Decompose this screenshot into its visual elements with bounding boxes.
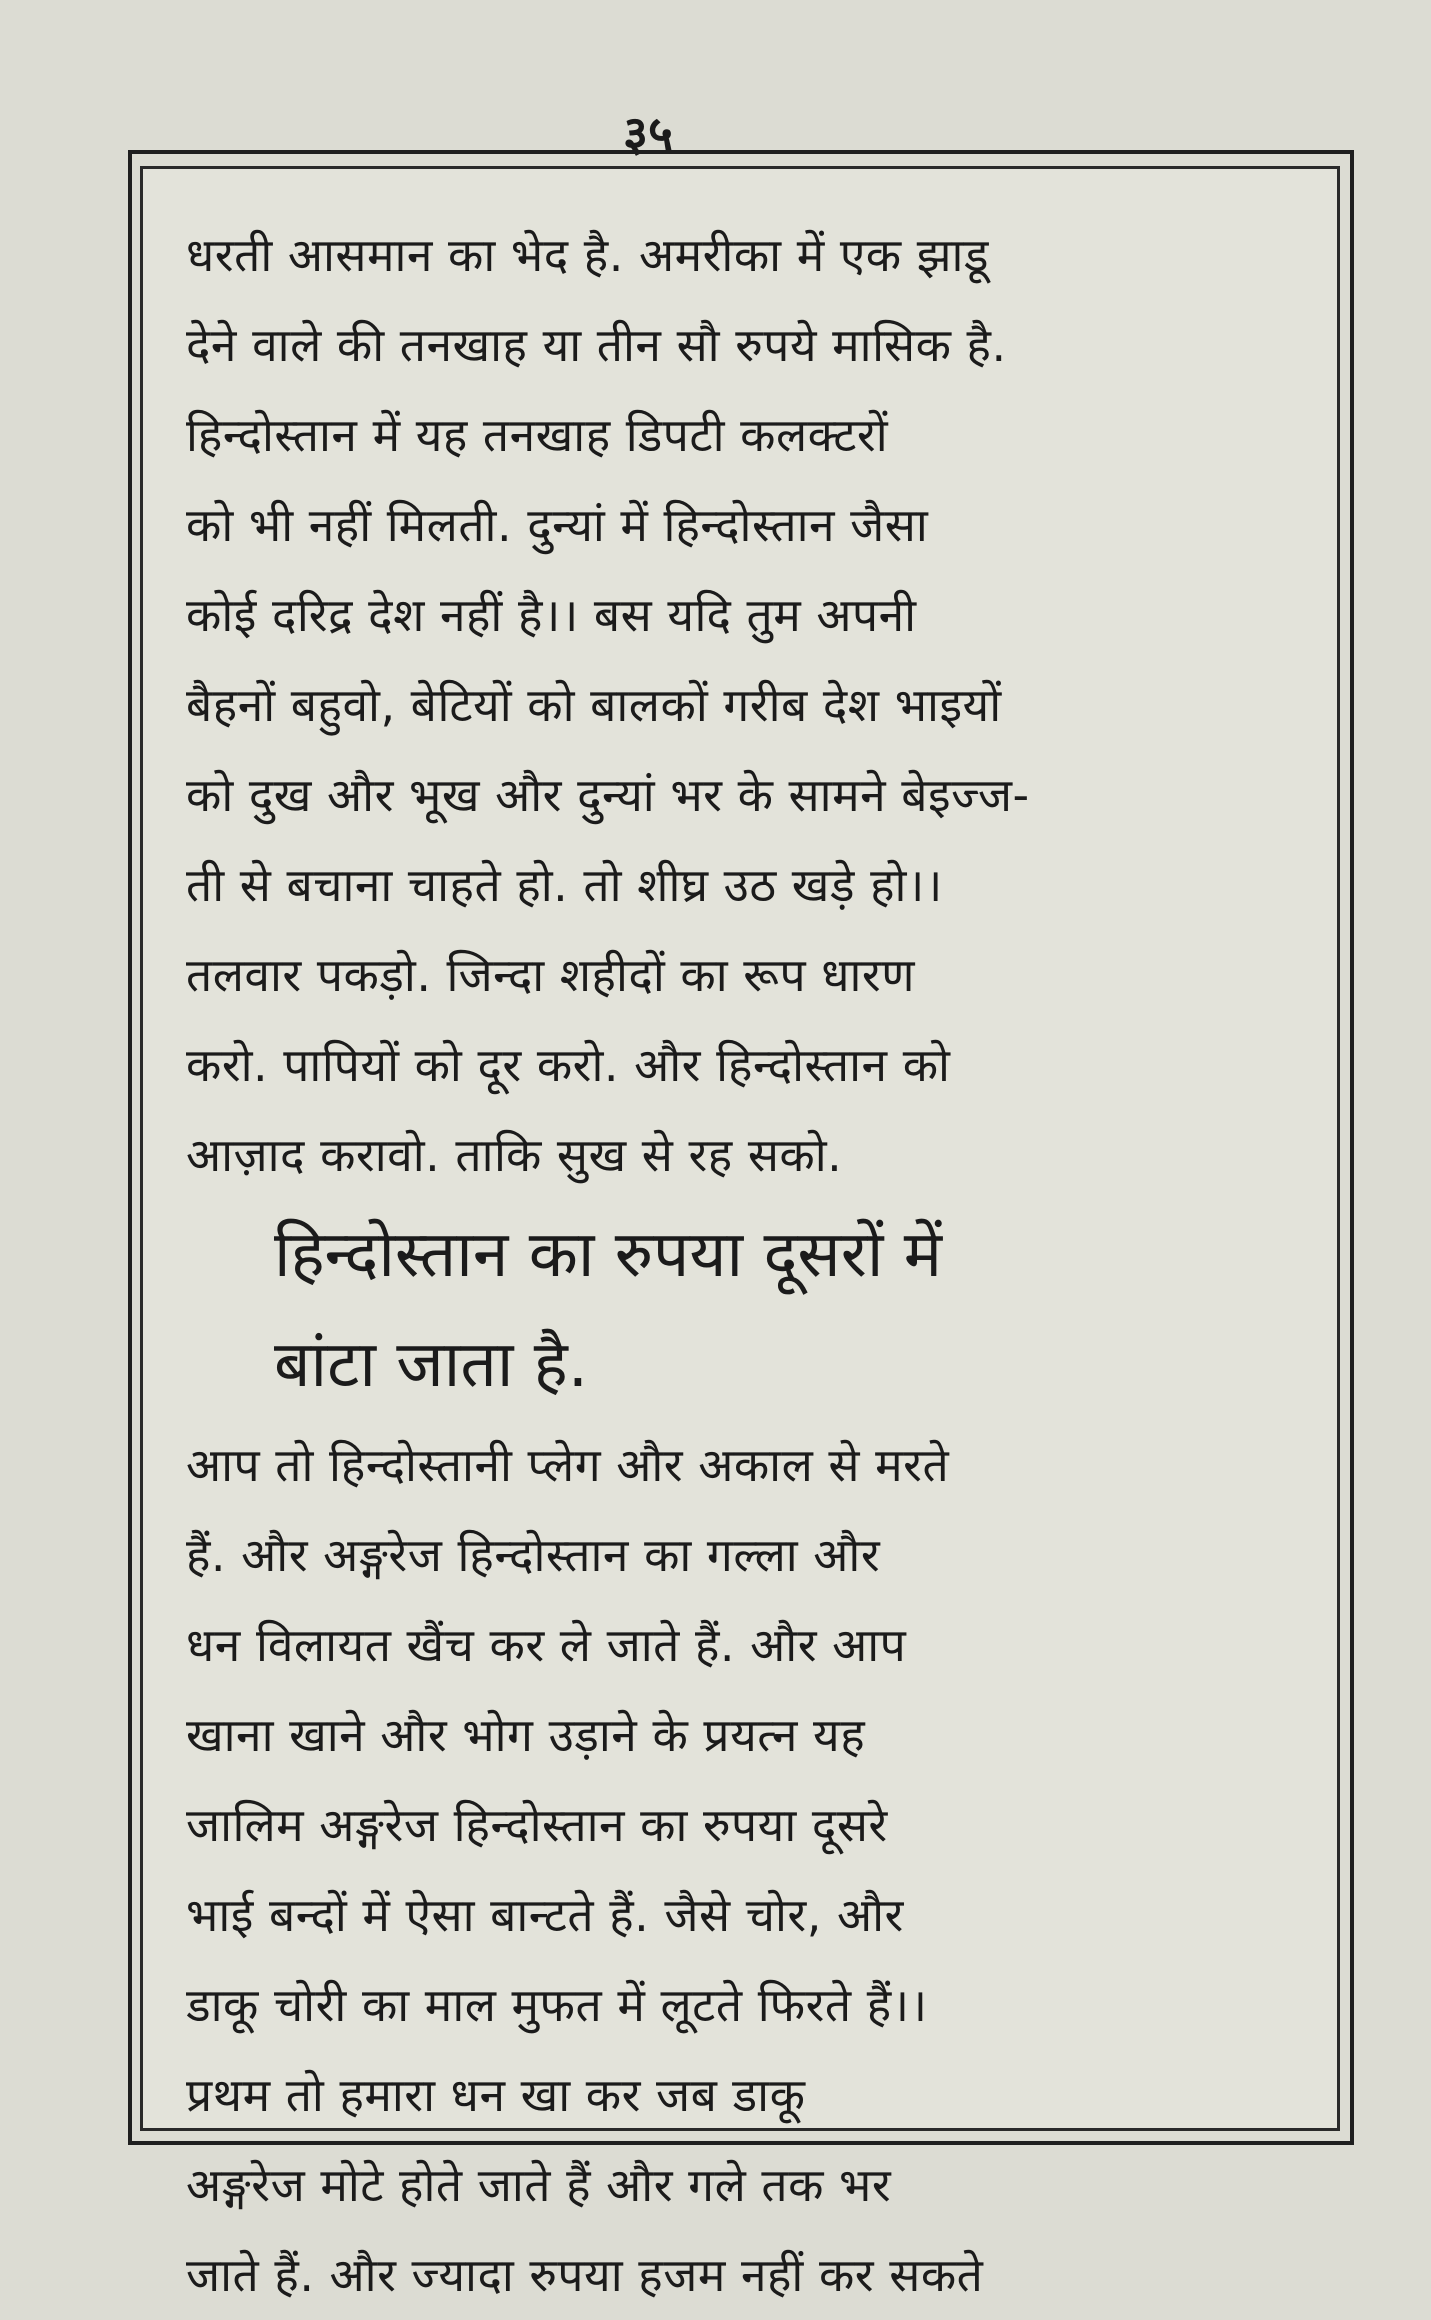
text-line: जालिम अङ्गरेज हिन्दोस्तान का रुपया दूसरे [186,1798,888,1852]
text-line: खाना खाने और भोग उड़ाने के प्रयत्न यह [186,1708,866,1762]
heading-line: बांटा जाता है. [274,1328,589,1402]
heading-line: हिन्दोस्तान का रुपया दूसरों में [274,1218,943,1292]
text-line: कोई दरिद्र देश नहीं है।। बस यदि तुम अपनी [186,588,917,642]
text-line: धरती आसमान का भेद है. अमरीका में एक झाडू [186,228,990,282]
text-line: हिन्दोस्तान में यह तनखाह डिपटी कलक्टरों [186,408,889,462]
page-number: ३५ [623,106,673,162]
text-line: देने वाले की तनखाह या तीन सौ रुपये मासिक है. [186,318,1007,372]
text-line: बैहनों बहुवो, बेटियों को बालकों गरीब देश भाइयों [186,678,1002,732]
section-heading [186,1200,1336,1420]
text-line: डाकू चोरी का माल मुफत में लूटते फिरते हैं।। [186,1978,928,2032]
text-line: प्रथम तो हमारा धन खा कर जब डाकू [186,2068,806,2122]
text-line: आप तो हिन्दोस्तानी प्लेग और अकाल से मरते [186,1438,950,1492]
text-line: को भी नहीं मिलती. दुन्यां में हिन्दोस्तान जैसा [186,498,929,552]
text-line: जाते हैं. और ज्यादा रुपया हजम नहीं कर सकते [186,2248,984,2302]
text-line: तलवार पकड़ो. जिन्दा शहीदों का रूप धारण [186,948,915,1002]
text-line: भाई बन्दों में ऐसा बान्टते हैं. जैसे चोर, और [186,1888,904,1942]
paragraph-2 [186,1420,1336,2320]
page-content [186,210,1336,2320]
text-line: आज़ाद करावो. ताकि सुख से रह सको. [186,1128,843,1182]
text-line: अङ्गरेज मोटे होते जाते हैं और गले तक भर [186,2158,892,2212]
text-line: करो. पापियों को दूर करो. और हिन्दोस्तान को [186,1038,951,1092]
text-line: ती से बचाना चाहते हो. तो शीघ्र उठ खड़े हो।। [186,858,943,912]
text-line: को दुख और भूख और दुन्यां भर के सामने बेइज्ज- [186,768,1030,822]
text-line: हैं. और अङ्गरेज हिन्दोस्तान का गल्ला और [186,1528,881,1582]
paragraph-1 [186,210,1336,1200]
text-line: धन विलायत खैंच कर ले जाते हैं. और आप [186,1618,907,1672]
